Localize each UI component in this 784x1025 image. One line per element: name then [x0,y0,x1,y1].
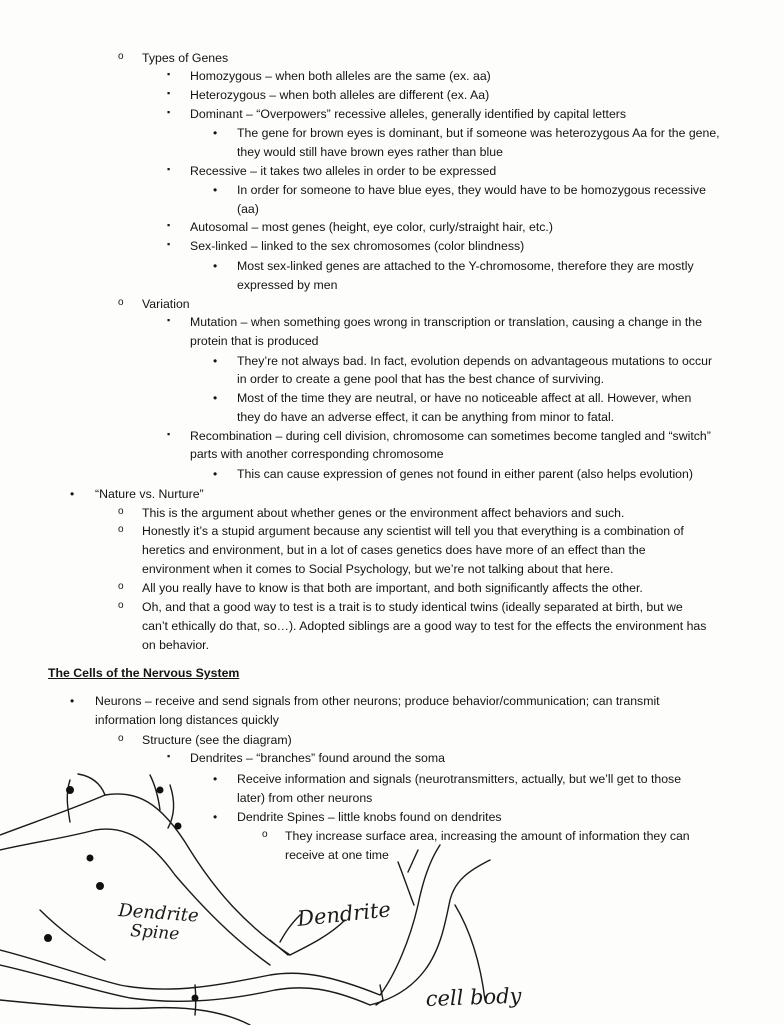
dendrite-spine [45,935,52,942]
list-bullet: • [213,772,218,786]
outline-line: protein that is produced [190,334,319,348]
list-bullet: • [70,487,75,501]
outline-line: Recessive – it takes two alleles in order to be expressed [190,164,497,178]
outline-line: expressed by men [237,278,338,292]
outline-line: environment when it comes to Social Psychology, but we’re not talking about that here. [142,562,614,576]
label-dendrite-spine-line2: Spine [129,921,180,945]
outline-line: All you really have to know is that both are important, and both significantly affects the other. [142,581,643,595]
list-bullet: o [118,733,124,744]
label-dendrite-spine-line1: Dendrite [117,900,200,927]
outline-line: Homozygous – when both alleles are the same (ex. aa) [190,69,491,83]
outline-line: information long distances quickly [95,713,279,727]
list-bullet: o [118,51,124,62]
dendrite-spine [87,855,93,861]
outline-line: In order for someone to have blue eyes, they would have to be homozygous recessive [237,183,706,197]
list-bullet: ▪ [167,107,171,117]
outline-line: Neurons – receive and send signals from other neurons; produce behavior/communication; can transmit [95,694,660,708]
dendrite-branch [0,1000,250,1025]
outline-line: Variation [142,297,190,311]
outline-line: parts with another corresponding chromosome [190,447,444,461]
outline-line: Most of the time they are neutral, or have no noticeable affect at all. However, when [237,391,692,405]
outline-line: Oh, and that a good way to test is a trait is to study identical twins (ideally separated at birth, but we [142,600,683,614]
outline-line: they do have an adverse effect, it can be anything from minor to fatal. [237,410,615,424]
list-bullet: • [213,391,218,405]
dendrite-branch [0,829,270,965]
list-bullet: ▪ [167,315,171,325]
outline-line: Honestly it’s a stupid argument because any scientist will tell you that everything is a combination of [142,524,684,538]
list-bullet: o [118,297,124,308]
outline-line: on behavior. [142,638,210,652]
label-dendrite: Dendrite [296,897,392,931]
list-bullet: ▪ [167,751,171,761]
outline-line: Dendrites – “branches” found around the soma [190,751,445,765]
label-cell-body: cell body [425,983,522,1011]
outline-line: Recombination – during cell division, chromosome can sometimes become tangled and “switch” [190,429,711,443]
list-bullet: • [213,126,218,140]
section-heading: The Cells of the Nervous System [48,666,240,680]
outline-line: Dominant – “Overpowers” recessive alleles, generally identified by capital letters [190,107,627,121]
outline-line: Structure (see the diagram) [142,733,292,747]
list-bullet: ▪ [167,69,171,79]
list-bullet: • [213,183,218,197]
outline-line: Receive information and signals (neurotransmitters, actually, but we’ll get to those [237,772,682,786]
list-bullet: • [213,259,218,273]
list-bullet: • [213,467,218,481]
list-bullet: o [118,581,124,592]
dendrite-spine [97,883,104,890]
dendrite-branch [0,950,380,995]
list-bullet: o [118,524,124,535]
list-bullet: ▪ [167,220,171,230]
list-bullet: ▪ [167,429,171,439]
dendrite-branch [0,965,370,1005]
soma-outline [398,862,414,905]
outline-line: Mutation – when something goes wrong in transcription or translation, causing a change in the [190,315,702,329]
outline-line: Dendrite Spines – little knobs found on dendrites [237,810,502,824]
outline-line: This is the argument about whether genes or the environment affect behaviors and such. [142,506,625,520]
outline-line: receive at one time [285,848,389,862]
outline-line: They increase surface area, increasing the amount of information they can [285,829,690,843]
outline-line: Sex-linked – linked to the sex chromosomes (color blindness) [190,239,525,253]
list-bullet: ▪ [167,164,171,174]
dendrite-branch [168,785,174,828]
outline-line: This can cause expression of genes not found in either parent (also helps evolution) [237,467,693,481]
list-bullet: ▪ [167,239,171,249]
outline-line: in order to create a gene pool that has the best chance of surviving. [237,372,605,386]
outline-line: (aa) [237,202,259,216]
outline-line: Autosomal – most genes (height, eye color, curly/straight hair, etc.) [190,220,553,234]
dendrite-branch [78,774,105,795]
dendrite-spine [67,787,74,794]
list-bullet: • [213,810,218,824]
outline-line: later) from other neurons [237,791,373,805]
outline-line: The gene for brown eyes is dominant, but if someone was heterozygous Aa for the gene, [237,126,720,140]
label-pointer [408,850,418,872]
list-bullet: o [118,506,124,517]
outline-line: Heterozygous – when both alleles are different (ex. Aa) [190,88,490,102]
outline-line: can’t ethically do that, so…). Adopted siblings are a good way to test for the effects the environment has [142,619,707,633]
outline-line: “Nature vs. Nurture” [95,487,204,501]
outline-line: heretics and environment, but in a lot of cases genetics does have more of an effect than the [142,543,646,557]
dendrite-spine [192,995,198,1001]
outline-line: Types of Genes [142,51,229,65]
list-bullet: o [118,600,124,611]
outline-line: they would still have brown eyes rather than blue [237,145,503,159]
list-bullet: ▪ [167,88,171,98]
dendrite-spine [157,787,163,793]
dendrite-spine [175,823,181,829]
list-bullet: o [262,829,268,840]
list-bullet: • [213,354,218,368]
outline-line: They’re not always bad. In fact, evolution depends on advantageous mutations to occur [237,354,713,368]
list-bullet: • [70,694,75,708]
label-pointer [270,940,288,955]
outline-line: Most sex-linked genes are attached to the Y-chromosome, therefore they are mostly [237,259,694,273]
